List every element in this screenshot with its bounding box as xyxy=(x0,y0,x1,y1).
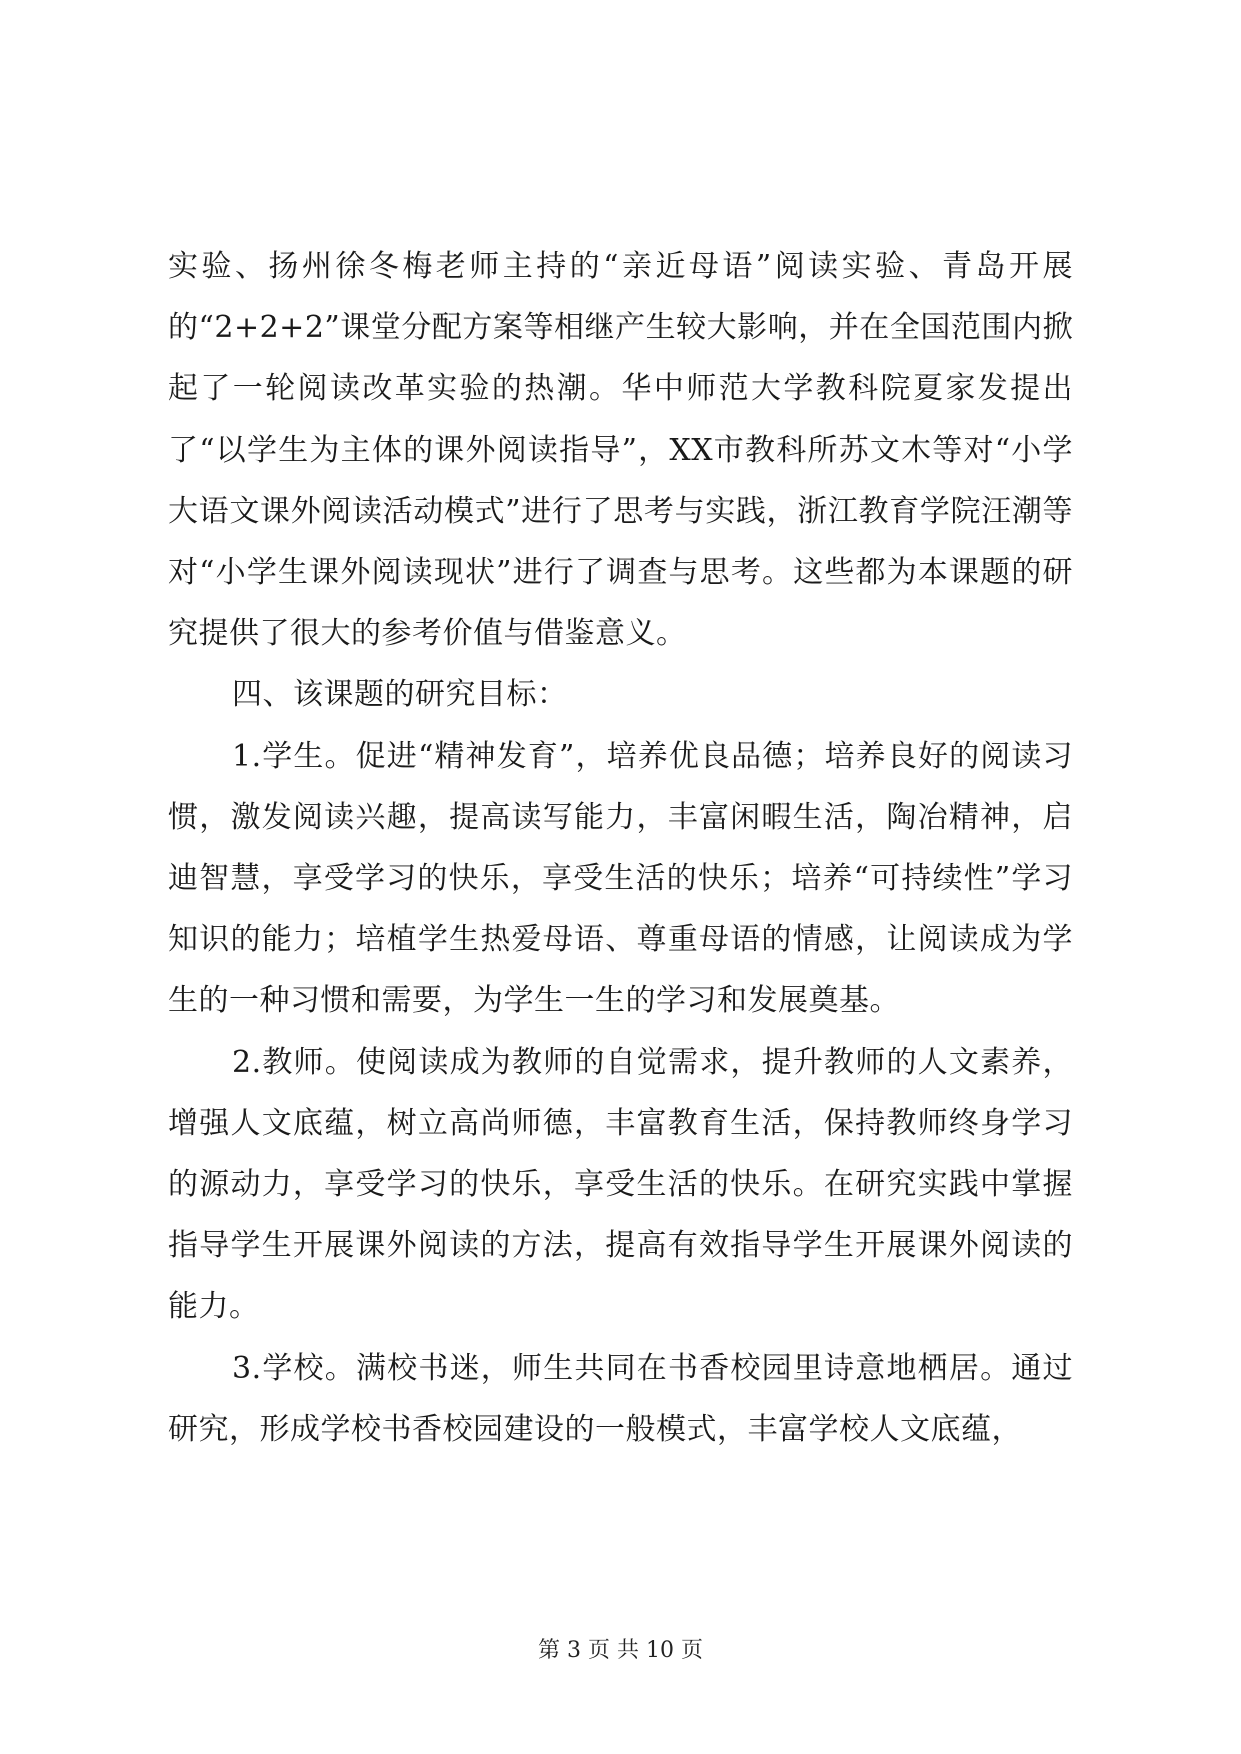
page-footer: 第 3 页 共 10 页 xyxy=(538,1638,703,1663)
paragraph-continuation: 实验、扬州徐冬梅老师主持的“亲近母语”阅读实验、青岛开展的“2+2+2”课堂分配方案等相继产生较大影响，并在全国范围内掀起了一轮阅读改革实验的热潮。华中师范大学教科院夏家发提出了“以学生为主体的课外阅读指导”，XX市教科所苏文木等对“小学大语文课外阅读活动模式”进行了思考与实践，浙江教育学院汪潮等对“小学生课外阅读现状”进行了调查与思考。这些都为本课题的研究提供了很大的参考价值与借鉴意义。 xyxy=(168,249,1073,652)
section-heading: 四、该课题的研究目标： xyxy=(232,677,568,713)
document-body xyxy=(168,236,1073,1460)
paragraph-goal-students: 1.学生。促进“精神发育”，培养优良品德；培养良好的阅读习惯，激发阅读兴趣，提高读写能力，丰富闲暇生活，陶冶精神，启迪智慧，享受学习的快乐，享受生活的快乐；培养“可持续性”学习知识的能力；培植学生热爱母语、尊重母语的情感，让阅读成为学生的一种习惯和需要，为学生一生的学习和发展奠基。 xyxy=(168,738,1073,1019)
paragraph-goal-school: 3.学校。满校书迷，师生共同在书香校园里诗意地栖居。通过研究，形成学校书香校园建设的一般模式，丰富学校人文底蕴， xyxy=(168,1350,1073,1447)
paragraph-goal-teachers: 2.教师。使阅读成为教师的自觉需求，提升教师的人文素养，增强人文底蕴，树立高尚师德，丰富教育生活，保持教师终身学习的源动力，享受学习的快乐，享受生活的快乐。在研究实践中掌握指导学生开展课外阅读的方法，提高有效指导学生开展课外阅读的能力。 xyxy=(168,1044,1073,1325)
